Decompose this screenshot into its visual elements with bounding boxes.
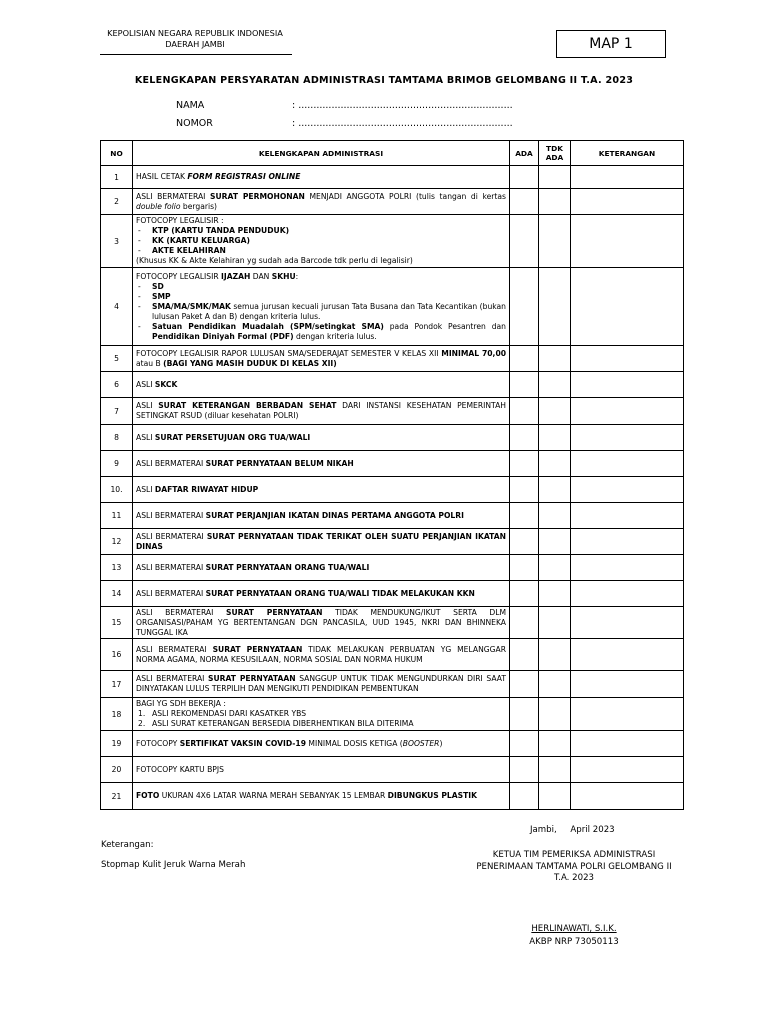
document-title: KELENGKAPAN PERSYARATAN ADMINISTRASI TAMTAMA BRIMOB GELOMBANG II T.A. 2023 <box>134 75 634 86</box>
item-text-segment: AKTE KELAHIRAN <box>152 246 226 255</box>
keterangan-cell[interactable] <box>571 189 684 215</box>
ada-checkbox-cell[interactable] <box>510 731 539 757</box>
row-number: 6 <box>101 372 133 398</box>
table-row <box>101 581 684 607</box>
tdk-ada-checkbox-cell[interactable] <box>539 215 571 268</box>
tdk-ada-checkbox-cell[interactable] <box>539 639 571 671</box>
keterangan-cell[interactable] <box>571 372 684 398</box>
requirement-item <box>133 555 510 581</box>
item-text-segment: ASLI SURAT KETERANGAN BERSEDIA DIBERHENTIKAN BILA DITERIMA <box>152 719 414 728</box>
ada-checkbox-cell[interactable] <box>510 607 539 639</box>
item-text-segment: DAN <box>250 271 272 281</box>
ada-checkbox-cell[interactable] <box>510 451 539 477</box>
item-text-segment: ASLI <box>136 484 155 494</box>
tdk-ada-checkbox-cell[interactable] <box>539 607 571 639</box>
item-text-segment: ASLI BERMATERAI <box>136 644 213 654</box>
tdk-ada-checkbox-cell[interactable] <box>539 529 571 555</box>
ada-checkbox-cell[interactable] <box>510 555 539 581</box>
tdk-ada-checkbox-cell[interactable] <box>539 783 571 810</box>
item-text-segment: SURAT PERMOHONAN <box>210 191 305 201</box>
table-row <box>101 215 684 268</box>
item-text-segment: DAFTAR RIWAYAT HIDUP <box>154 484 259 494</box>
row-number: 10. <box>101 477 133 503</box>
ada-checkbox-cell[interactable] <box>510 215 539 268</box>
bullet-line <box>136 719 506 729</box>
item-text-segment: (BAGI YANG MASIH DUDUK DI KELAS XII) <box>163 358 337 368</box>
requirement-item <box>133 671 510 698</box>
nama-label: NAMA <box>176 100 205 111</box>
requirement-item <box>133 607 510 639</box>
tdk-ada-checkbox-cell[interactable] <box>539 581 571 607</box>
requirement-item <box>133 346 510 372</box>
item-text-segment: KK (KARTU KELUARGA) <box>152 236 251 245</box>
table-row <box>101 425 684 451</box>
item-text-segment: HASIL CETAK <box>136 172 188 181</box>
nama-field <box>176 100 513 111</box>
item-text-segment: SANGGUP UNTUK TIDAK MENGUNDURKAN DIRI SAAT DINYATAKAN LULUS TERPILIH DAN MENGIKUTI PENDIDIKAN PEMBENTUKAN <box>136 674 507 693</box>
bullet-line <box>136 236 506 246</box>
item-text-segment: BAGI YG SDH BEKERJA : <box>136 699 226 708</box>
row-number: 8 <box>101 425 133 451</box>
bullet-marker: - <box>138 321 141 331</box>
table-body <box>101 166 684 810</box>
requirement-item <box>133 166 510 189</box>
tdk-ada-checkbox-cell[interactable] <box>539 757 571 783</box>
requirement-item <box>133 398 510 425</box>
item-line <box>136 256 506 266</box>
item-text-segment: ASLI BERMATERAI <box>136 588 206 598</box>
item-text-segment: SURAT PERNYATAAN ORANG TUA/WALI <box>205 562 370 572</box>
bullet-marker: - <box>138 301 141 311</box>
item-text-segment: FORM REGISTRASI ONLINE <box>187 172 301 181</box>
item-text-segment: FOTOCOPY LEGALISIR RAPOR LULUSAN SMA/SEDERAJAT SEMESTER V KELAS XII <box>136 348 442 358</box>
keterangan-cell[interactable] <box>571 215 684 268</box>
signatory-title-line2: PENERIMAAN TAMTAMA POLRI GELOMBANG II <box>476 861 672 872</box>
item-text-segment: ASLI BERMATERAI <box>136 191 211 201</box>
keterangan-cell[interactable] <box>571 581 684 607</box>
item-text-segment: FOTO <box>136 791 160 800</box>
item-text-segment: TIDAK MELAKUKAN PERBUATAN YG MELANGGAR NORMA AGAMA, NORMA KESUSILAAN, NORMA SOSIAL DAN NORMA HUKUM <box>136 644 506 664</box>
keterangan-cell[interactable] <box>571 425 684 451</box>
item-text-segment: ASLI BERMATERAI <box>136 562 206 572</box>
item-text-segment: MINIMAL 70,00 <box>441 348 507 358</box>
item-text-segment: ASLI BERMATERAI <box>136 458 206 468</box>
place-date: Jambi, April 2023 <box>530 825 615 835</box>
table-row <box>101 555 684 581</box>
tdk-ada-checkbox-cell[interactable] <box>539 555 571 581</box>
table-row <box>101 477 684 503</box>
item-text-segment: ASLI BERMATERAI <box>136 674 209 683</box>
table-row <box>101 639 684 671</box>
item-text-segment: ASLI REKOMENDASI DARI KASATKER YBS <box>152 709 307 718</box>
keterangan-cell[interactable] <box>571 731 684 757</box>
requirement-item <box>133 783 510 810</box>
item-text-segment: BOOSTER <box>402 738 440 748</box>
requirement-item <box>133 731 510 757</box>
item-text-segment: SURAT PERNYATAAN TIDAK TERIKAT OLEH SUATU PERJANJIAN IKATAN DINAS <box>136 531 506 551</box>
ada-checkbox-cell[interactable] <box>510 372 539 398</box>
keterangan-cell[interactable] <box>571 783 684 810</box>
keterangan-label: Keterangan: <box>101 840 154 850</box>
tdk-ada-checkbox-cell[interactable] <box>539 398 571 425</box>
ada-checkbox-cell[interactable] <box>510 398 539 425</box>
keterangan-cell[interactable] <box>571 268 684 346</box>
table-row <box>101 398 684 425</box>
table-row <box>101 166 684 189</box>
header-tdk-ada-line2: ADA <box>545 153 564 162</box>
requirement-item <box>133 581 510 607</box>
keterangan-cell[interactable] <box>571 698 684 731</box>
ada-checkbox-cell[interactable] <box>510 268 539 346</box>
header-underline <box>100 54 292 55</box>
header-ada: ADA <box>510 141 539 166</box>
nomor-label: NOMOR <box>176 118 213 129</box>
requirement-item <box>133 372 510 398</box>
item-text-segment: SURAT PERSETUJUAN ORG TUA/WALI <box>154 432 311 442</box>
signatory-title-line3: T.A. 2023 <box>553 873 595 883</box>
bullet-marker: - <box>138 281 141 291</box>
table-row <box>101 372 684 398</box>
item-text-segment: pada Pondok Pesantren dan <box>383 321 506 331</box>
row-number: 16 <box>101 639 133 671</box>
item-text-segment: ASLI <box>136 401 159 410</box>
nama-value: : ....................................................................... <box>292 100 513 111</box>
table-header-row <box>101 141 684 166</box>
item-text-segment: SKHU <box>271 271 296 281</box>
row-number: 17 <box>101 671 133 698</box>
row-number: 19 <box>101 731 133 757</box>
map-label-box: MAP 1 <box>556 30 666 58</box>
requirement-item <box>133 215 510 268</box>
bullet-line <box>136 292 506 302</box>
item-line <box>136 216 506 226</box>
tdk-ada-checkbox-cell[interactable] <box>539 731 571 757</box>
row-number: 20 <box>101 757 133 783</box>
requirement-item <box>133 503 510 529</box>
item-text-segment: UKURAN 4X6 LATAR WARNA MERAH SEBANYAK 15 LEMBAR <box>159 791 388 800</box>
row-number: 14 <box>101 581 133 607</box>
tdk-ada-checkbox-cell[interactable] <box>539 698 571 731</box>
item-text-segment: SURAT PERNYATAAN <box>208 674 296 683</box>
bullet-line <box>136 282 506 292</box>
item-text-segment: ASLI BERMATERAI <box>136 607 226 617</box>
item-text-segment: Pendidikan Diniyah Formal (PDF) <box>152 331 294 341</box>
ada-checkbox-cell[interactable] <box>510 639 539 671</box>
keterangan-cell[interactable] <box>571 166 684 189</box>
item-text-segment: SURAT PERJANJIAN IKATAN DINAS PERTAMA ANGGOTA POLRI <box>205 510 464 520</box>
item-text-segment: SMA/MA/SMK/MAK <box>152 301 231 311</box>
keterangan-cell[interactable] <box>571 555 684 581</box>
item-text-segment: FOTOCOPY KARTU BPJS <box>136 764 224 774</box>
bullet-marker: - <box>138 291 141 301</box>
requirement-item <box>133 425 510 451</box>
item-text-segment: atau B <box>136 358 164 368</box>
item-text-segment: SURAT KETERANGAN BERBADAN SEHAT <box>158 401 337 410</box>
item-text-segment: bergaris) <box>180 201 218 211</box>
requirement-item <box>133 451 510 477</box>
header-keterangan: KETERANGAN <box>571 141 684 166</box>
signatory-title <box>464 850 684 885</box>
item-text-segment: SMP <box>152 291 171 301</box>
requirement-item <box>133 529 510 555</box>
row-number: 15 <box>101 607 133 639</box>
signatory-rank: AKBP NRP 73050113 <box>529 937 619 947</box>
item-text-segment: SD <box>152 281 164 291</box>
tdk-ada-checkbox-cell[interactable] <box>539 346 571 372</box>
ada-checkbox-cell[interactable] <box>510 189 539 215</box>
item-text-segment: ASLI BERMATERAI <box>136 531 207 541</box>
row-number: 1 <box>101 166 133 189</box>
item-text-segment: (Khusus KK & Akte Kelahiran yg sudah ada Barcode tdk perlu di legalisir) <box>136 256 413 265</box>
item-text-segment: DIBUNGKUS PLASTIK <box>387 791 477 800</box>
tdk-ada-checkbox-cell[interactable] <box>539 166 571 189</box>
row-number: 18 <box>101 698 133 731</box>
item-text-segment: ) <box>439 738 443 748</box>
item-text-segment: KTP (KARTU TANDA PENDUDUK) <box>152 226 290 235</box>
requirement-item <box>133 268 510 346</box>
bullet-marker: - <box>138 246 141 255</box>
bullet-marker: - <box>138 236 141 245</box>
item-text-segment: SURAT PERNYATAAN <box>212 644 303 654</box>
table-row <box>101 757 684 783</box>
ada-checkbox-cell[interactable] <box>510 529 539 555</box>
item-line <box>136 699 506 709</box>
table-row <box>101 698 684 731</box>
table-row <box>101 731 684 757</box>
item-text-segment: TIDAK MENDUKUNG/IKUT SERTA DLM ORGANISASI/PAHAM YG BERTENTANGAN DGN PANCASILA, UUD 1945, NKRI DAN BHINNEKA TUNGGAL IKA <box>136 607 506 637</box>
item-text-segment: Satuan Pendidikan Muadalah (SPM/setingkat SMA) <box>152 321 384 331</box>
requirements-table <box>100 140 684 810</box>
row-number: 13 <box>101 555 133 581</box>
item-text-segment: IJAZAH <box>221 271 251 281</box>
tdk-ada-checkbox-cell[interactable] <box>539 503 571 529</box>
keterangan-cell[interactable] <box>571 398 684 425</box>
signatory-name <box>464 924 684 934</box>
ada-checkbox-cell[interactable] <box>510 581 539 607</box>
requirement-item <box>133 189 510 215</box>
tdk-ada-checkbox-cell[interactable] <box>539 477 571 503</box>
row-number: 11 <box>101 503 133 529</box>
item-text-segment: ASLI <box>136 432 155 442</box>
agency-region: DAERAH JAMBI <box>165 39 225 49</box>
keterangan-cell[interactable] <box>571 639 684 671</box>
tdk-ada-checkbox-cell[interactable] <box>539 372 571 398</box>
requirement-item <box>133 477 510 503</box>
item-text-segment: SKCK <box>154 379 178 389</box>
table-row <box>101 783 684 810</box>
table-row <box>101 346 684 372</box>
item-text-segment: MINIMAL DOSIS KETIGA ( <box>306 738 403 748</box>
ada-checkbox-cell[interactable] <box>510 477 539 503</box>
item-text-segment: SURAT PERNYATAAN <box>225 607 323 617</box>
item-text-segment: semua jurusan kecuali jurusan Tata Busana dan Tata Kecantikan (bukan lulusan Paket A dan B) dengan kriteria lulus. <box>152 301 506 321</box>
header-tdk-ada <box>539 141 571 166</box>
tdk-ada-checkbox-cell[interactable] <box>539 189 571 215</box>
ada-checkbox-cell[interactable] <box>510 783 539 810</box>
row-number: 2 <box>101 189 133 215</box>
bullet-marker: 1. <box>138 709 146 718</box>
table-row <box>101 451 684 477</box>
bullet-line <box>136 322 506 342</box>
keterangan-cell[interactable] <box>571 607 684 639</box>
keterangan-cell[interactable] <box>571 346 684 372</box>
header-item: KELENGKAPAN ADMINISTRASI <box>133 141 510 166</box>
tdk-ada-checkbox-cell[interactable] <box>539 451 571 477</box>
ada-checkbox-cell[interactable] <box>510 698 539 731</box>
table-row <box>101 268 684 346</box>
nomor-field <box>176 118 513 129</box>
ada-checkbox-cell[interactable] <box>510 757 539 783</box>
keterangan-cell[interactable] <box>571 671 684 698</box>
row-number: 4 <box>101 268 133 346</box>
item-text-segment: FOTOCOPY <box>136 738 180 748</box>
header-tdk-ada-line1: TDK <box>546 144 563 153</box>
item-text-segment: double folio <box>136 201 181 211</box>
bullet-line <box>136 302 506 322</box>
row-number: 9 <box>101 451 133 477</box>
signatory-title-line1: KETUA TIM PEMERIKSA ADMINISTRASI <box>492 850 656 860</box>
table-row <box>101 607 684 639</box>
bullet-marker: - <box>138 226 141 235</box>
ada-checkbox-cell[interactable] <box>510 346 539 372</box>
table-row <box>101 671 684 698</box>
item-line <box>136 272 506 282</box>
item-text-segment: DARI INSTANSI KESEHATAN PEMERINTAH SETINGKAT RSUD (diluar kesehatan POLRI) <box>136 401 506 420</box>
keterangan-cell[interactable] <box>571 529 684 555</box>
table-row <box>101 189 684 215</box>
tdk-ada-checkbox-cell[interactable] <box>539 268 571 346</box>
row-number: 3 <box>101 215 133 268</box>
item-text-segment: SURAT PERNYATAAN BELUM NIKAH <box>205 458 354 468</box>
ada-checkbox-cell[interactable] <box>510 166 539 189</box>
keterangan-text: Stopmap Kulit Jeruk Warna Merah <box>101 860 246 870</box>
bullet-line <box>136 246 506 256</box>
bullet-line <box>136 226 506 236</box>
table-row <box>101 503 684 529</box>
requirement-item <box>133 639 510 671</box>
tdk-ada-checkbox-cell[interactable] <box>539 671 571 698</box>
item-text-segment: ASLI <box>136 379 155 389</box>
table-row <box>101 529 684 555</box>
requirement-item <box>133 698 510 731</box>
item-text-segment: MENJADI ANGGOTA POLRI (tulis tangan di kertas <box>304 191 506 201</box>
header-no: NO <box>101 141 133 166</box>
row-number: 7 <box>101 398 133 425</box>
ada-checkbox-cell[interactable] <box>510 503 539 529</box>
row-number: 5 <box>101 346 133 372</box>
agency-name: KEPOLISIAN NEGARA REPUBLIK INDONESIA <box>107 28 283 38</box>
bullet-line <box>136 709 506 719</box>
tdk-ada-checkbox-cell[interactable] <box>539 425 571 451</box>
item-text-segment: SURAT PERNYATAAN ORANG TUA/WALI TIDAK MELAKUKAN KKN <box>205 588 475 598</box>
nomor-value: : ....................................................................... <box>292 118 513 129</box>
keterangan-cell[interactable] <box>571 451 684 477</box>
keterangan-cell[interactable] <box>571 477 684 503</box>
item-text-segment: dengan kriteria lulus. <box>293 331 377 341</box>
item-text-segment: : <box>295 271 299 281</box>
requirement-item <box>133 757 510 783</box>
item-text-segment: FOTOCOPY LEGALISIR : <box>136 216 224 225</box>
item-text-segment: SERTIFIKAT VAKSIN COVID-19 <box>179 738 307 748</box>
row-number: 21 <box>101 783 133 810</box>
keterangan-cell[interactable] <box>571 503 684 529</box>
agency-header <box>95 28 295 50</box>
ada-checkbox-cell[interactable] <box>510 425 539 451</box>
item-text-segment: FOTOCOPY LEGALISIR <box>136 271 222 281</box>
signatory-name-text: HERLINAWATI, S.I.K. <box>531 924 617 934</box>
ada-checkbox-cell[interactable] <box>510 671 539 698</box>
bullet-marker: 2. <box>138 719 146 728</box>
item-text-segment: ASLI BERMATERAI <box>136 510 206 520</box>
keterangan-cell[interactable] <box>571 757 684 783</box>
row-number: 12 <box>101 529 133 555</box>
